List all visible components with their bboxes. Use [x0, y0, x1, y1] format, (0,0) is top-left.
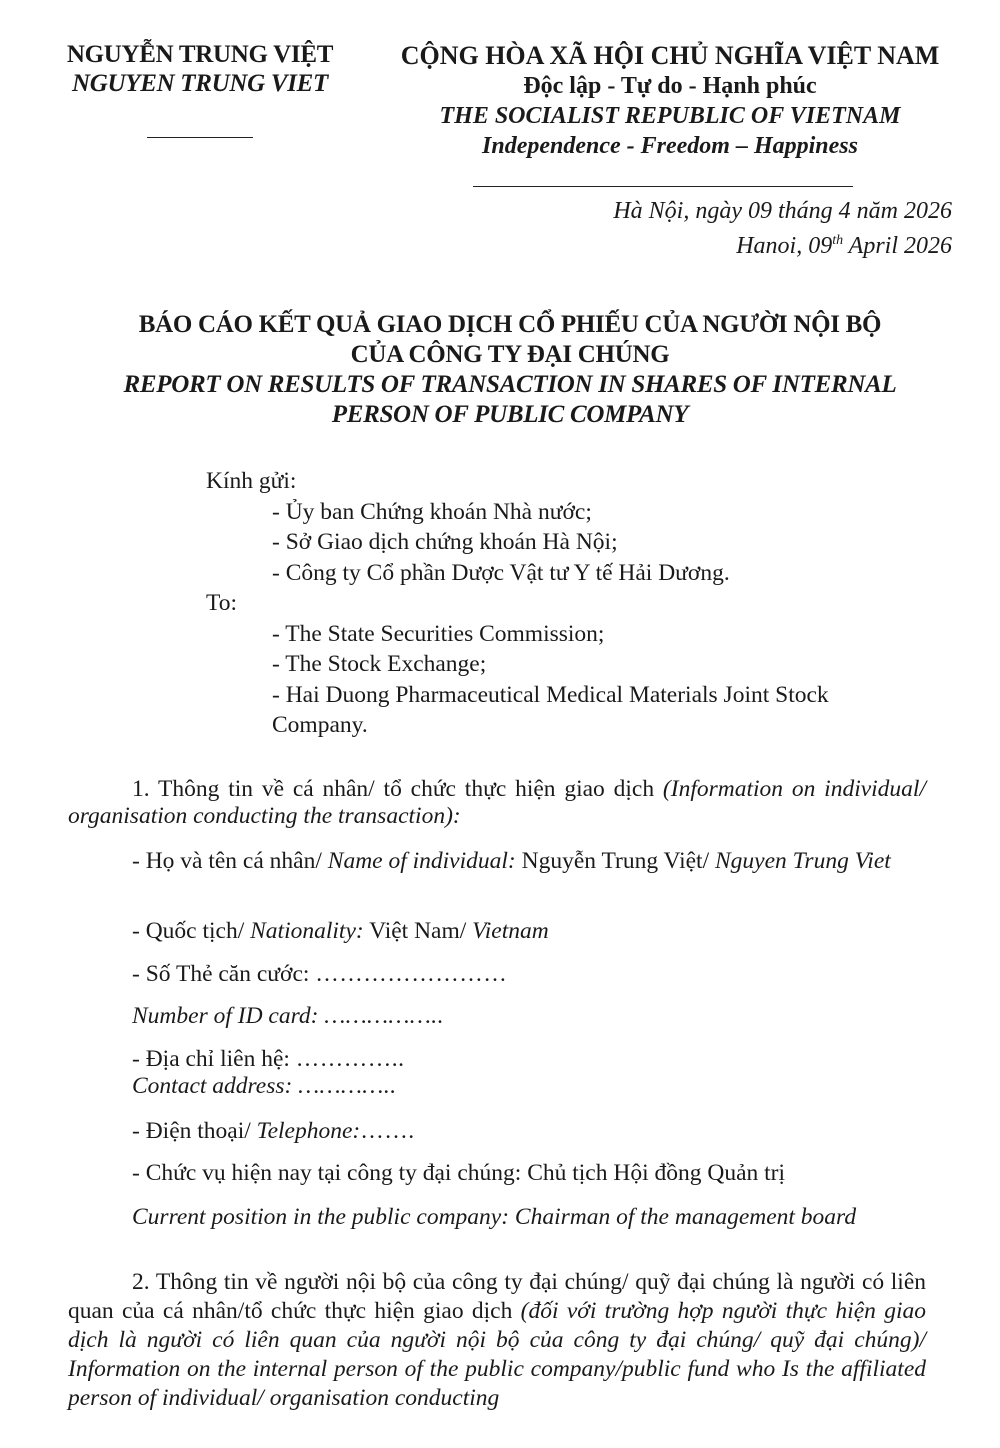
field-value: Chủ tịch Hội đồng Quản trị: [527, 1160, 786, 1186]
field-label: - Họ và tên cá nhân/: [132, 848, 328, 874]
date-en-day: Hanoi, 09: [736, 233, 833, 259]
section1-heading-en: (Information on individual/ organisation conducting the transaction):: [68, 776, 926, 829]
field-value: Việt Nam/: [363, 918, 473, 944]
sender-block: [40, 40, 360, 138]
field-id-card-en: [132, 1003, 444, 1030]
motto-vi: Độc lập - Tự do - Hạnh phúc: [523, 73, 817, 99]
recipient-item: - The Stock Exchange;: [272, 651, 487, 677]
field-label-en: Contact address:: [132, 1073, 299, 1099]
recipient-item: - The State Securities Commission;: [272, 620, 605, 647]
recipients-label-en: To:: [206, 590, 237, 616]
field-value-blank: ……………………: [315, 961, 508, 987]
field-value-blank: …………..: [295, 1046, 405, 1072]
recipient-item: - Sở Giao dịch chứng khoán Hà Nội;: [272, 529, 618, 555]
sender-name-en: NGUYEN TRUNG VIET: [71, 70, 329, 97]
field-telephone: [132, 1118, 415, 1145]
field-name: [68, 848, 926, 875]
section2-heading: [68, 1268, 926, 1413]
field-label: - Quốc tịch/: [132, 918, 251, 944]
date-en-ordinal: th: [832, 233, 844, 248]
national-header: [370, 40, 970, 187]
title-vi-line2: CỦA CÔNG TY ĐẠI CHÚNG: [350, 341, 670, 368]
sender-name-vi: NGUYỄN TRUNG VIỆT: [66, 41, 334, 68]
field-label: - Chức vụ hiện nay tại công ty đại chúng:: [132, 1160, 528, 1186]
field-position-en: Current position in the public company: Chairman of the management board: [132, 1204, 857, 1230]
field-label: - Điện thoại/: [132, 1118, 257, 1144]
country-name-vi: CỘNG HÒA XÃ HỘI CHỦ NGHĨA VIỆT NAM: [400, 41, 940, 70]
sender-divider: [147, 137, 253, 138]
recipient-item: - Ủy ban Chứng khoán Nhà nước;: [272, 498, 592, 525]
date-vi: Hà Nội, ngày 09 tháng 4 năm 2026: [613, 198, 952, 224]
title-vi-line1: BÁO CÁO KẾT QUẢ GIAO DỊCH CỔ PHIẾU CỦA NGƯỜI NỘI BỘ: [138, 311, 882, 338]
date-en-rest: April 2026: [843, 233, 952, 259]
header-divider: [473, 186, 853, 187]
document-date: [613, 196, 952, 261]
field-value-blank: …….: [360, 1118, 415, 1144]
section2-heading-italic: (đối với trường hợp người thực hiện giao dịch là người có liên quan của người nội bộ của công ty đại chúng/ quỹ đại chúng)/ Information on the internal person of the public company/public fund who Is the affiliated person of individual/ organisation conducting: [68, 1298, 926, 1411]
section1-heading-vi: 1. Thông tin về cá nhân/ tổ chức thực hiện giao dịch: [132, 776, 663, 802]
field-label-en: Number of ID card:: [132, 1003, 325, 1029]
field-label-en: Nationality:: [250, 918, 364, 944]
field-label: - Số Thẻ căn cước:: [132, 961, 316, 987]
field-position: [132, 1160, 785, 1187]
country-name-en: THE SOCIALIST REPUBLIC OF VIETNAM: [439, 103, 901, 129]
section2-heading-vi: 2. Thông tin về người nội bộ của công ty đại chúng/ quỹ đại chúng là người có liên quan của cá nhân/tổ chức thực hiện giao dịch: [68, 1269, 926, 1324]
recipient-item: - Hai Duong Pharmaceutical Medical Materials Joint Stock: [272, 681, 829, 708]
recipients: [206, 466, 829, 741]
field-label: - Địa chỉ liên hệ:: [132, 1046, 296, 1072]
recipient-item-continued: Company.: [272, 712, 368, 738]
field-value-en: Nguyen Trung Viet: [714, 848, 891, 874]
field-label-en: Name of individual:: [327, 848, 516, 874]
field-address-en: [132, 1073, 397, 1100]
field-value-blank: ……………..: [324, 1003, 445, 1029]
field-id-card: [132, 961, 507, 988]
field-value-en: Vietnam: [472, 918, 549, 944]
field-value-blank: …………..: [298, 1073, 397, 1099]
field-nationality: [132, 918, 549, 945]
recipients-label-vi: Kính gửi:: [206, 468, 297, 494]
title-en-line1: REPORT ON RESULTS OF TRANSACTION IN SHARES OF INTERNAL: [123, 371, 897, 398]
field-value: Nguyễn Trung Việt/: [515, 848, 715, 874]
field-label-en: Telephone:: [256, 1118, 361, 1144]
motto-en: Independence - Freedom – Happiness: [482, 133, 858, 159]
date-en: [613, 226, 952, 261]
field-address: [132, 1046, 405, 1073]
report-title: [60, 310, 960, 430]
title-en-line2: PERSON OF PUBLIC COMPANY: [331, 401, 689, 428]
recipient-item: - Công ty Cổ phần Dược Vật tư Y tế Hải Dương.: [272, 559, 730, 586]
section1-heading: [68, 776, 926, 830]
